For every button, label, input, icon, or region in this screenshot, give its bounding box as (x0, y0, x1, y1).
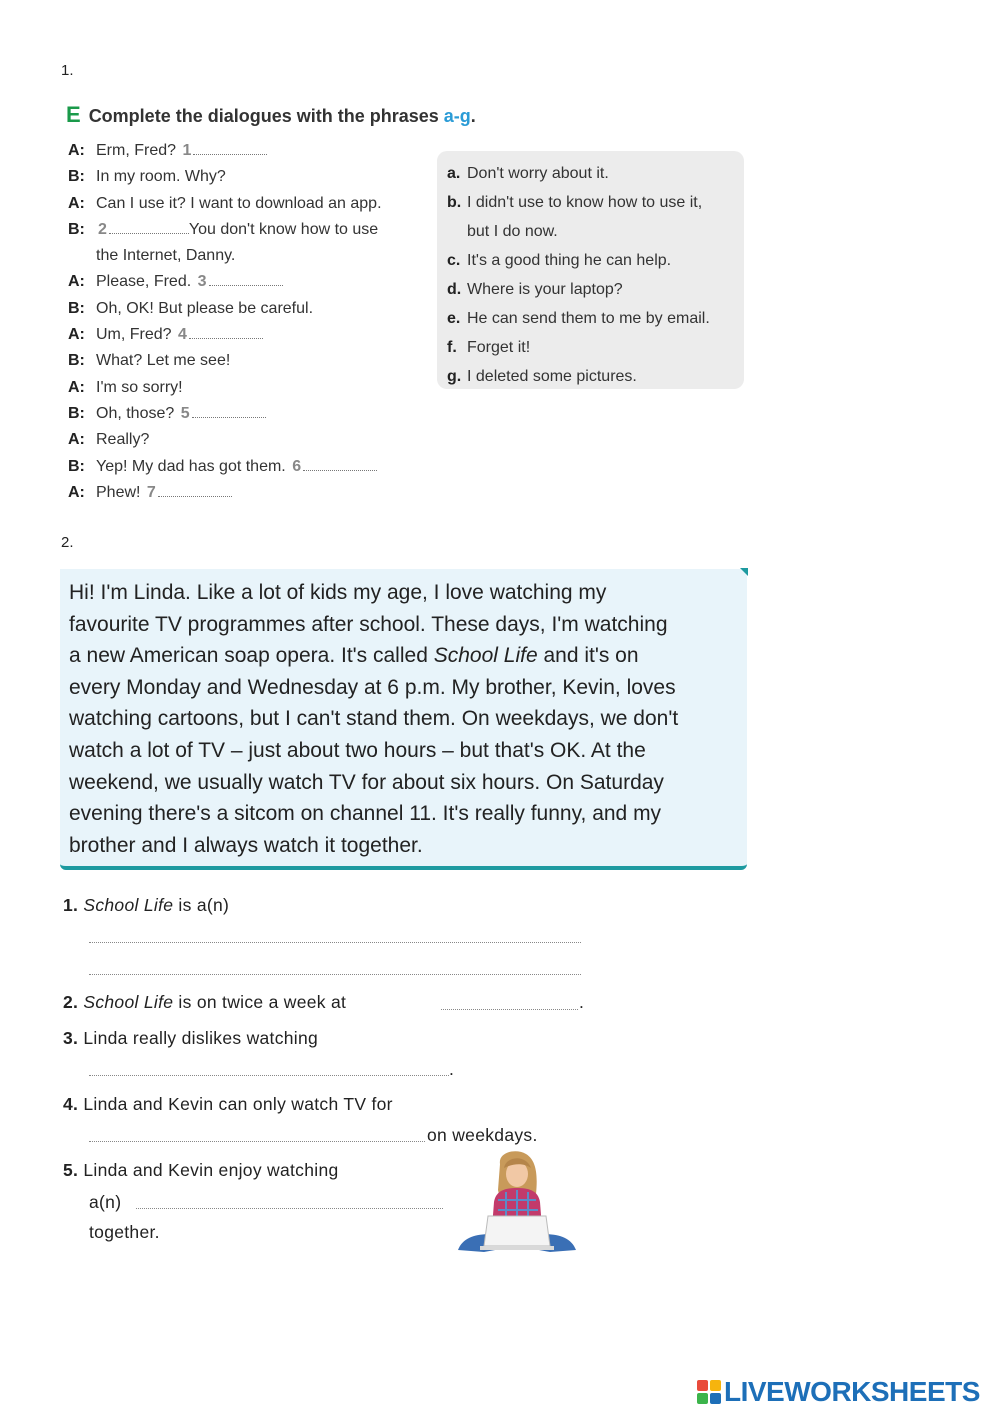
section-2-number: 2. (61, 534, 74, 551)
dialogue-line (68, 166, 428, 192)
logo-block (710, 1393, 721, 1404)
phrase-item (447, 333, 734, 362)
passage-line: weekend, we usually watch TV for about six hours. On Saturday (69, 770, 664, 794)
dialogue-text: Um, Fred? (96, 326, 172, 344)
question-number: 5. (63, 1160, 79, 1180)
speaker-label: A: (68, 142, 85, 159)
gap-blank-7[interactable] (158, 482, 232, 497)
phrase-letter: e. (447, 310, 461, 327)
logo-block (697, 1393, 708, 1404)
phrase-letter: d. (447, 281, 462, 298)
gap-number: 4 (178, 326, 187, 344)
question-text: Linda really dislikes watching (83, 1028, 319, 1048)
dialogue-text: Really? (96, 431, 150, 449)
dialogue-line (68, 298, 428, 324)
speaker-label: B: (68, 168, 85, 186)
passage-line: watch a lot of TV – just about two hours – but that's OK. At the (69, 738, 646, 762)
question-number: 3. (63, 1028, 79, 1048)
passage-line: Hi! I'm Linda. Like a lot of kids my age, I love watching my (69, 581, 607, 604)
speaker-label: B: (68, 352, 85, 370)
gap-number: 7 (146, 483, 156, 501)
question-text: is on twice a week at (173, 992, 347, 1012)
passage-line: brother and I always watch it together. (69, 833, 423, 857)
dialogue-text: I'm so sorry! (96, 378, 183, 396)
logo-block (697, 1380, 708, 1391)
passage-line: favourite TV programmes after school. These days, I'm watching (69, 612, 668, 636)
dialogue-text: Erm, Fred? (96, 142, 177, 159)
dialogue-line (68, 350, 428, 376)
gap-blank-3[interactable] (209, 271, 283, 286)
gap-number: 3 (197, 273, 207, 291)
passage-line: evening there's a sitcom on channel 11. It's really funny, and my (69, 802, 662, 826)
question-4-end: on weekdays. (427, 1125, 538, 1145)
gap-number: 1 (182, 142, 192, 159)
logo-mark-icon (697, 1380, 721, 1404)
logo-text: LIVEWORKSHEETS (724, 1376, 980, 1407)
gap-blank-6[interactable] (303, 456, 377, 471)
gap-blank-2[interactable] (109, 219, 189, 234)
phrase-letter: c. (447, 252, 461, 269)
dialogue-line (68, 456, 428, 482)
speaker-label: A: (68, 273, 85, 291)
dialogue-text: Oh, those? (96, 404, 175, 422)
speaker-label: A: (68, 483, 85, 501)
speaker-label: B: (68, 220, 85, 238)
dialogue-line (68, 429, 428, 455)
question-number: 4. (63, 1094, 79, 1114)
dialogue-line (68, 193, 428, 219)
phrase-text: Don't worry about it. (467, 165, 609, 182)
question-2 (63, 992, 346, 1013)
dialogue-line (68, 324, 428, 350)
phrase-text: It's a good thing he can help. (467, 252, 672, 269)
question-2-end: . (579, 992, 585, 1012)
phrase-item (447, 159, 734, 188)
question-italic: School Life (83, 895, 174, 915)
answer-blank-3[interactable] (89, 1075, 449, 1076)
phrase-item (447, 362, 734, 391)
passage-title-italic: School Life (433, 644, 538, 668)
phrase-range: a-g (443, 106, 471, 126)
phrase-item (447, 275, 734, 304)
speaker-label: B: (68, 457, 85, 475)
instruction-end: . (470, 106, 476, 126)
dialogue-line (68, 219, 428, 245)
dialogue-text: In my room. Why? (96, 168, 226, 186)
section-1-number: 1. (61, 62, 74, 79)
dialogue (68, 140, 428, 508)
question-number: 2. (63, 992, 79, 1012)
dialogue-text: You don't know how to use (188, 220, 379, 238)
liveworksheets-logo (697, 1376, 980, 1408)
question-5 (63, 1160, 339, 1181)
question-italic: School Life (83, 992, 174, 1012)
phrase-text: I didn't use to know how to use it, (467, 194, 703, 211)
gap-number: 6 (292, 457, 302, 475)
speaker-label: B: (68, 404, 85, 422)
answer-blank-5[interactable] (136, 1208, 443, 1209)
question-text: Linda and Kevin enjoy watching (83, 1160, 339, 1180)
phrase-item (447, 246, 734, 275)
dialogue-line (68, 245, 428, 271)
phrase-text: but I do now. (467, 223, 558, 240)
question-3-end: . (449, 1059, 455, 1079)
phrase-item (447, 304, 734, 333)
phrase-letter: b. (447, 194, 462, 211)
exercise-instruction: Complete the dialogues with the phrases (88, 106, 444, 126)
speaker-label: A: (68, 326, 85, 344)
question-number: 1. (63, 895, 79, 915)
dialogue-text: Oh, OK! But please be careful. (96, 299, 314, 317)
phrase-letter: f. (447, 339, 457, 356)
passage-line: watching cartoons, but I can't stand them. On weekdays, we don't (69, 707, 679, 731)
dialogue-line (68, 377, 428, 403)
speaker-label: B: (68, 299, 85, 317)
gap-number: 2 (98, 220, 107, 238)
gap-blank-1[interactable] (193, 140, 267, 155)
dialogue-text: the Internet, Danny. (96, 247, 236, 265)
dialogue-text: What? Let me see! (96, 352, 231, 370)
passage-line: every Monday and Wednesday at 6 p.m. My brother, Kevin, loves (69, 675, 676, 699)
question-3 (63, 1028, 318, 1049)
logo-block (710, 1380, 721, 1391)
reading-passage (60, 569, 747, 870)
question-1 (63, 895, 229, 916)
question-text: Linda and Kevin can only watch TV for (83, 1094, 393, 1114)
dialogue-text: Phew! (96, 483, 141, 501)
gap-blank-4[interactable] (189, 324, 263, 339)
speaker-label: A: (68, 194, 85, 212)
passage-line-text: a new American soap opera. It's called (69, 644, 434, 668)
phrase-text: I deleted some pictures. (467, 368, 637, 385)
gap-number: 5 (180, 404, 190, 422)
answer-blank-2[interactable] (441, 1009, 578, 1010)
passage-line (69, 640, 747, 672)
phrases-box (437, 151, 744, 389)
dialogue-text: Please, Fred. (96, 273, 192, 291)
phrase-text: He can send them to me by email. (467, 310, 710, 327)
dialogue-line (68, 140, 428, 166)
speaker-label: A: (68, 378, 85, 396)
girl-with-laptop-illustration (454, 1150, 580, 1254)
phrase-item (447, 217, 734, 246)
question-5-an: a(n) (89, 1192, 122, 1212)
dialogue-line (68, 271, 428, 297)
dialogue-text: Can I use it? I want to download an app. (96, 194, 382, 212)
gap-blank-5[interactable] (192, 403, 266, 418)
phrase-letter: a. (447, 165, 461, 182)
dialogue-line (68, 403, 428, 429)
passage-line-text: and it's on (537, 644, 639, 668)
dialogue-line (68, 482, 428, 508)
passage-corner-accent (740, 568, 748, 576)
phrase-item (447, 188, 734, 217)
question-text: is a(n) (173, 895, 230, 915)
answer-blank-1b[interactable] (89, 974, 581, 975)
question-4 (63, 1094, 393, 1115)
speaker-label: A: (68, 431, 85, 449)
phrase-text: Where is your laptop? (467, 281, 623, 298)
dialogue-text: Yep! My dad has got them. (96, 457, 286, 475)
exercise-header (66, 102, 476, 128)
question-5-end: together. (89, 1222, 160, 1242)
answer-blank-1a[interactable] (89, 942, 581, 943)
exercise-letter: E (66, 102, 81, 127)
phrase-letter: g. (447, 368, 462, 385)
answer-blank-4[interactable] (89, 1141, 425, 1142)
phrase-text: Forget it! (467, 339, 531, 356)
